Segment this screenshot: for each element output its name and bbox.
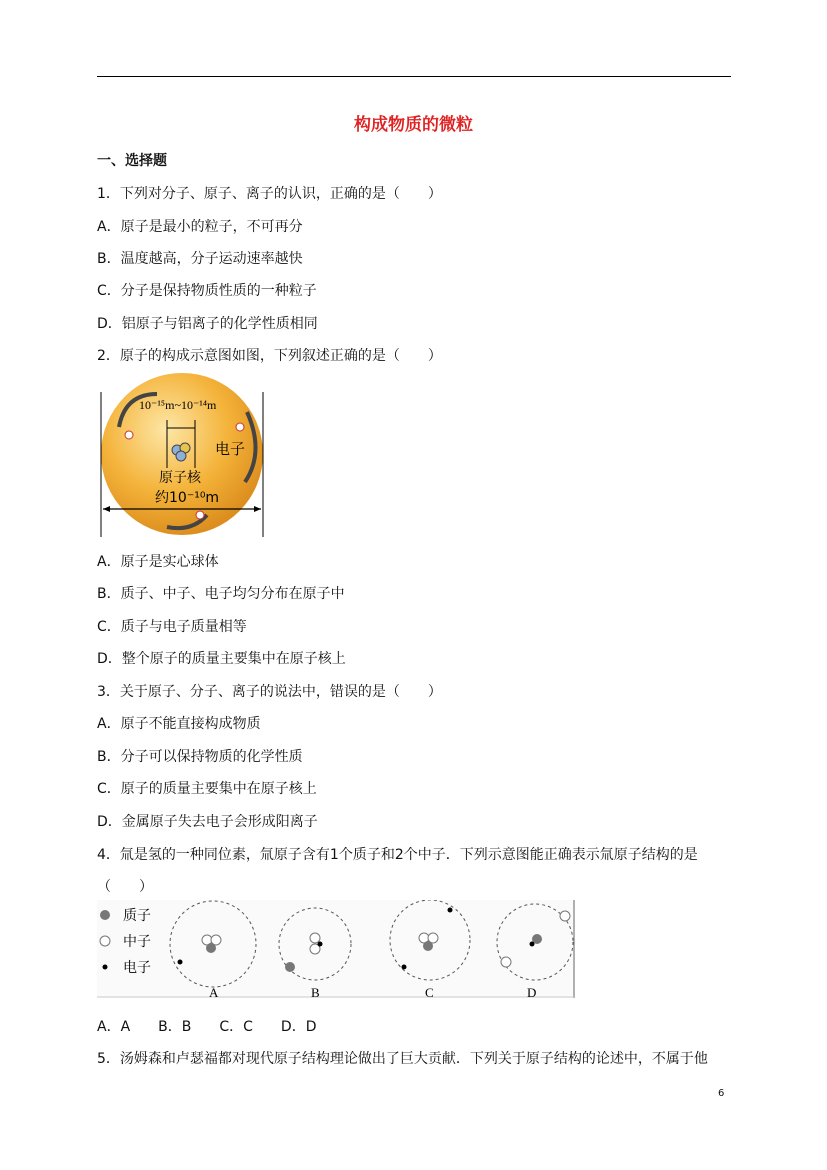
q1-option-b: B．温度越高，分子运动速率越快 <box>97 251 303 267</box>
q3-option-a: A．原子不能直接构成物质 <box>97 716 261 732</box>
page-title: 构成物质的微粒 <box>354 115 473 135</box>
electron-d <box>530 942 535 947</box>
legend-electron-icon <box>103 965 108 970</box>
proton-b <box>285 962 295 972</box>
q2-option-b: B．质子、中子、电子均匀分布在原子中 <box>97 586 345 602</box>
q3-option-d: D．金属原子失去电子会形成阳离子 <box>97 814 318 830</box>
header-rule <box>97 76 731 77</box>
electron-b <box>318 942 323 947</box>
q1-option-d: D．铝原子与铝离子的化学性质相同 <box>97 316 318 332</box>
electron-c-1 <box>448 908 453 913</box>
legend-proton-icon <box>100 910 110 920</box>
proton-c <box>423 941 433 951</box>
diameter-arrowhead-right <box>254 506 261 512</box>
q4-paren: （ ） <box>97 879 153 895</box>
q2-stem: 2．原子的构成示意图如图，下列叙述正确的是（ ） <box>97 348 442 364</box>
legend-proton-label: 质子 <box>123 908 151 924</box>
q2-option-a: A．原子是实心球体 <box>97 554 219 570</box>
diagram-d-label: D <box>527 985 537 1000</box>
q3-stem: 3．关于原子、分子、离子的说法中，错误的是（ ） <box>97 684 442 700</box>
electron-dot-2 <box>236 423 244 431</box>
atom-structure-figure <box>97 372 269 538</box>
legend-neutron-icon <box>100 936 110 946</box>
figure-background <box>97 900 575 998</box>
q1-stem: 1．下列对分子、原子、离子的认识，正确的是（ ） <box>97 186 442 202</box>
nucleon-3 <box>176 451 186 461</box>
diagram-b-label: B <box>311 985 320 1000</box>
diameter-arrowhead-left <box>103 506 110 512</box>
electron-c-2 <box>402 965 407 970</box>
q1-option-c: C．分子是保持物质性质的一种粒子 <box>97 283 317 299</box>
q2-option-c: C．质子与电子质量相等 <box>97 619 247 635</box>
proton-a <box>206 943 216 953</box>
page-number: 6 <box>718 1088 725 1099</box>
electron-label: 电子 <box>215 440 246 458</box>
electron-a <box>178 960 183 965</box>
tritium-options-figure <box>97 900 577 1000</box>
diagram-a-label: A <box>209 985 219 1000</box>
q4-stem: 4．氚是氢的一种同位素，氚原子含有1个质子和2个中子．下列示意图能正确表示氚原子结构的是 <box>97 847 698 863</box>
atom-size-label: 约10⁻¹⁰m <box>155 490 220 506</box>
neutron-d-1 <box>560 911 570 921</box>
legend-neutron-label: 中子 <box>123 934 151 950</box>
electron-dot-1 <box>125 431 133 439</box>
q1-option-a: A．原子是最小的粒子，不可再分 <box>97 219 303 235</box>
q3-option-b: B．分子可以保持物质的化学性质 <box>97 749 303 765</box>
scale-label: 10⁻¹⁵m~10⁻¹⁴m <box>139 398 217 412</box>
q2-option-d: D．整个原子的质量主要集中在原子核上 <box>97 651 346 667</box>
q5-stem: 5．汤姆森和卢瑟福都对现代原子结构理论做出了巨大贡献．下列关于原子结构的论述中，不属于他 <box>97 1051 708 1067</box>
neutron-b-1 <box>310 933 320 943</box>
neutron-d-2 <box>501 957 511 967</box>
nucleus-label: 原子核 <box>159 470 201 486</box>
legend-electron-label: 电子 <box>123 960 151 976</box>
q4-answers: A．A B．B C．C D．D <box>97 1019 317 1035</box>
electron-dot-3 <box>196 511 204 519</box>
q3-option-c: C．原子的质量主要集中在原子核上 <box>97 781 317 797</box>
section-heading: 一、选择题 <box>97 153 167 169</box>
diagram-c-label: C <box>425 985 434 1000</box>
